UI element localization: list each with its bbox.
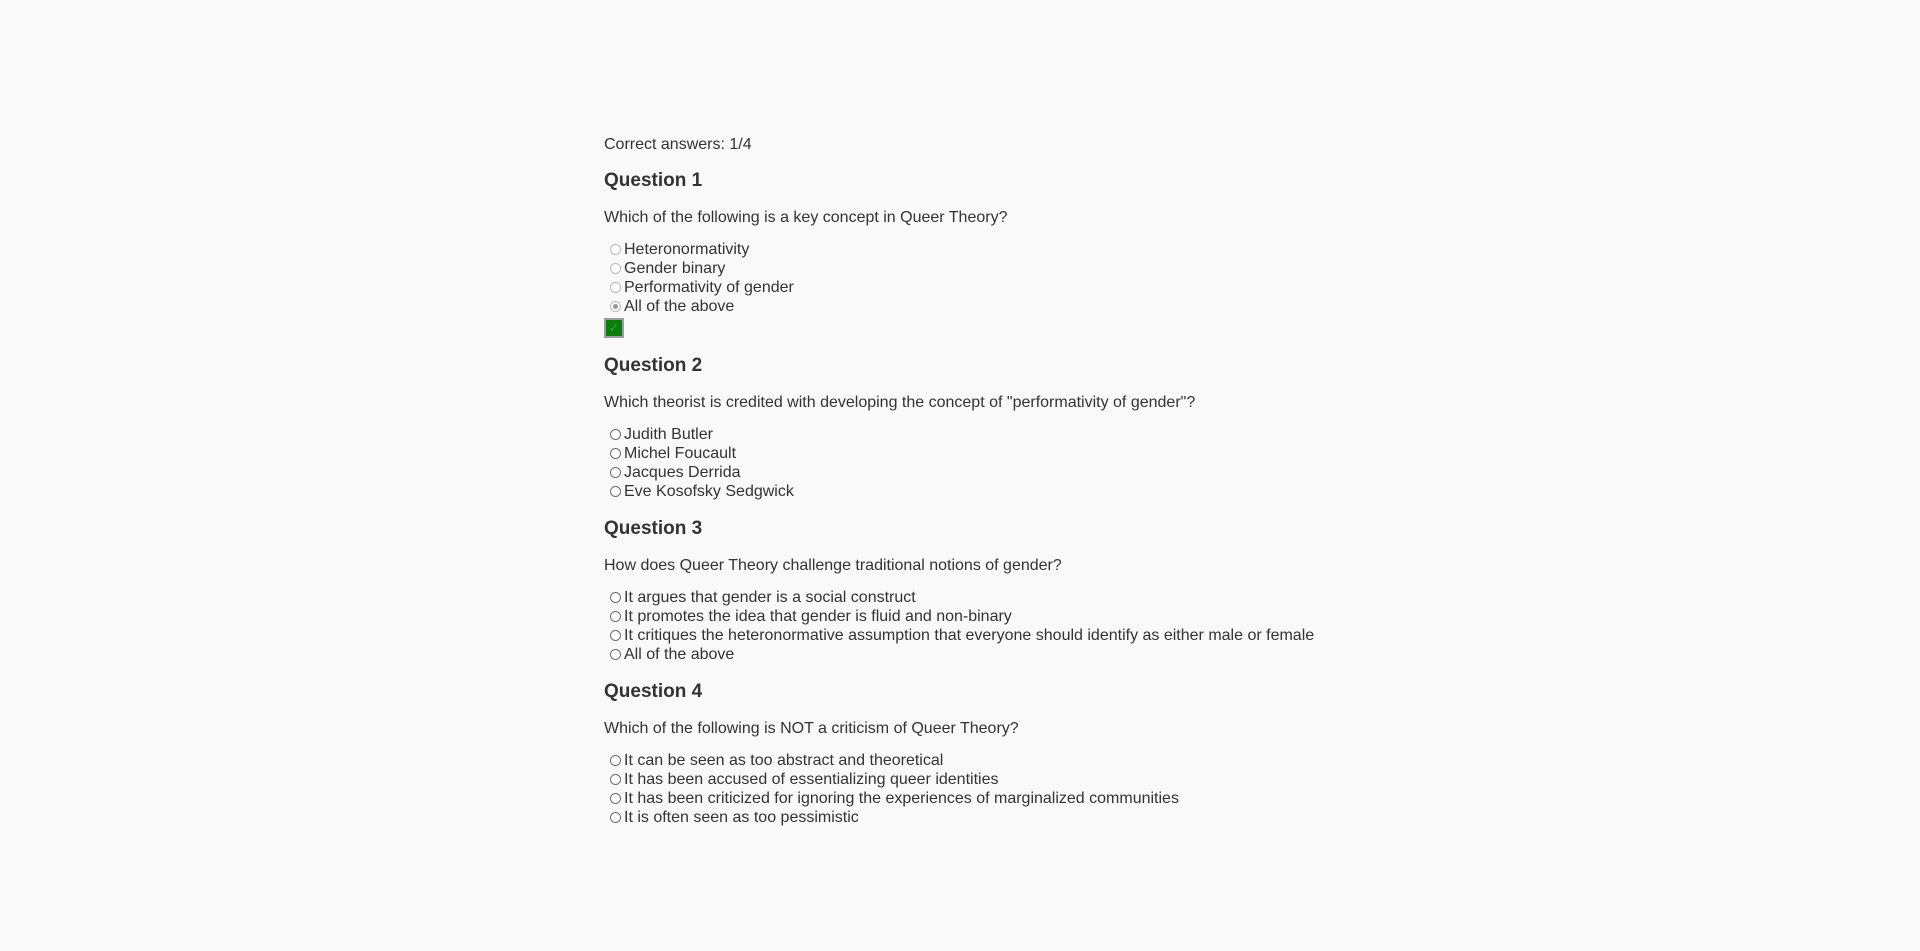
answer-option[interactable] bbox=[604, 444, 1324, 463]
answer-option[interactable] bbox=[604, 482, 1324, 501]
quiz-container bbox=[604, 132, 1324, 827]
radio-button[interactable] bbox=[610, 467, 621, 478]
option-label[interactable]: It argues that gender is a social construct bbox=[624, 589, 916, 606]
option-label[interactable]: All of the above bbox=[624, 646, 735, 663]
answer-option[interactable] bbox=[604, 607, 1324, 626]
radio-button[interactable] bbox=[610, 448, 621, 459]
answer-option[interactable] bbox=[604, 425, 1324, 444]
question-3 bbox=[604, 515, 1324, 678]
option-label: All of the above bbox=[624, 298, 735, 315]
question-text: Which theorist is credited with developing the concept of "performativity of gender"? bbox=[604, 394, 1196, 411]
radio-button bbox=[610, 263, 621, 274]
radio-button[interactable] bbox=[610, 812, 621, 823]
radio-button bbox=[610, 282, 621, 293]
answer-option bbox=[604, 240, 1324, 259]
question-title: Question 3 bbox=[604, 518, 703, 539]
radio-button bbox=[610, 244, 621, 255]
option-label[interactable]: It has been criticized for ignoring the experiences of marginalized communities bbox=[624, 790, 1179, 807]
question-text: Which of the following is NOT a criticism of Queer Theory? bbox=[604, 720, 1019, 737]
option-label[interactable]: It is often seen as too pessimistic bbox=[624, 809, 859, 826]
option-label[interactable]: It promotes the idea that gender is fluid and non-binary bbox=[624, 608, 1012, 625]
answer-option bbox=[604, 278, 1324, 297]
question-title: Question 4 bbox=[604, 681, 703, 702]
question-text: How does Queer Theory challenge traditional notions of gender? bbox=[604, 557, 1062, 574]
radio-button[interactable] bbox=[610, 429, 621, 440]
answer-options bbox=[604, 588, 1324, 664]
answer-options bbox=[604, 425, 1324, 501]
option-label[interactable]: Eve Kosofsky Sedgwick bbox=[624, 483, 794, 500]
option-label: Performativity of gender bbox=[624, 279, 794, 296]
option-label[interactable]: Judith Butler bbox=[624, 426, 713, 443]
option-label[interactable]: It critiques the heteronormative assumption that everyone should identify as either male or female bbox=[624, 627, 1315, 644]
option-label: Heteronormativity bbox=[624, 241, 750, 258]
radio-button[interactable] bbox=[610, 793, 621, 804]
answer-options bbox=[604, 240, 1324, 316]
answer-option[interactable] bbox=[604, 645, 1324, 664]
answer-option[interactable] bbox=[604, 808, 1324, 827]
question-title: Question 2 bbox=[604, 355, 703, 376]
question-text: Which of the following is a key concept in Queer Theory? bbox=[604, 209, 1008, 226]
answer-options bbox=[604, 751, 1324, 827]
radio-button[interactable] bbox=[610, 774, 621, 785]
radio-button[interactable] bbox=[610, 486, 621, 497]
question-1 bbox=[604, 167, 1324, 352]
question-4 bbox=[604, 678, 1324, 827]
score-summary: Correct answers: 1/4 bbox=[604, 136, 752, 153]
answer-option[interactable] bbox=[604, 626, 1324, 645]
answer-option[interactable] bbox=[604, 588, 1324, 607]
option-label: Gender binary bbox=[624, 260, 726, 277]
answer-option[interactable] bbox=[604, 463, 1324, 482]
option-label[interactable]: It has been accused of essentializing queer identities bbox=[624, 771, 999, 788]
option-label[interactable]: It can be seen as too abstract and theoretical bbox=[624, 752, 944, 769]
answer-option[interactable] bbox=[604, 770, 1324, 789]
question-title: Question 1 bbox=[604, 170, 703, 191]
radio-button[interactable] bbox=[610, 592, 621, 603]
option-label[interactable]: Michel Foucault bbox=[624, 445, 737, 462]
radio-button-selected bbox=[610, 301, 621, 312]
radio-button[interactable] bbox=[610, 611, 621, 622]
option-label[interactable]: Jacques Derrida bbox=[624, 464, 741, 481]
question-2 bbox=[604, 352, 1324, 515]
radio-button[interactable] bbox=[610, 630, 621, 641]
answer-option[interactable] bbox=[604, 789, 1324, 808]
check-icon: ✓ bbox=[604, 318, 624, 338]
answer-option bbox=[604, 259, 1324, 278]
radio-button[interactable] bbox=[610, 649, 621, 660]
answer-option bbox=[604, 297, 1324, 316]
radio-button[interactable] bbox=[610, 755, 621, 766]
answer-option[interactable] bbox=[604, 751, 1324, 770]
